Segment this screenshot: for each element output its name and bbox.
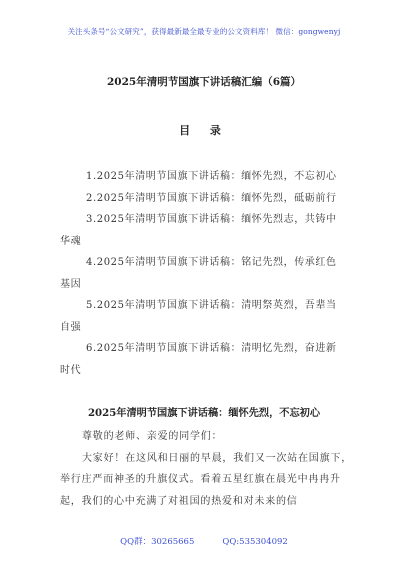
toc-item-continuation: 自强: [60, 321, 82, 333]
toc-item[interactable]: [60, 338, 350, 381]
toc-item-text: 4.2025年清明节国旗下讲话稿：铭记先烈，传承红色: [86, 257, 337, 268]
document-title: 2025年清明节国旗下讲话稿汇编（6篇）: [106, 76, 302, 88]
footer-qq-group: QQ群：30265665: [120, 537, 195, 547]
footer: [0, 535, 408, 547]
toc-item-text: 3.2025年清明节国旗下讲话稿：缅怀先烈志，共铸中: [86, 214, 337, 225]
toc-item[interactable]: [60, 295, 350, 338]
toc-item[interactable]: [86, 166, 350, 188]
toc-item[interactable]: [86, 188, 350, 210]
toc-item-text: 2.2025年清明节国旗下讲话稿：缅怀先烈，砥砺前行: [86, 192, 337, 204]
toc-item-continuation: 时代: [60, 364, 82, 376]
body-text: [60, 426, 352, 512]
header-banner: 关注头条号“公文研究”，获得最新最全最专业的公文资料库！ 微信：gongwenyj: [67, 27, 341, 36]
toc-item[interactable]: [60, 209, 350, 252]
toc-item-text: 6.2025年清明节国旗下讲话稿：清明忆先烈，奋进新: [86, 343, 337, 354]
toc-item-text: 1.2025年清明节国旗下讲话稿：缅怀先烈，不忘初心: [86, 171, 337, 182]
salutation: 尊敬的老师、亲爱的同学们：: [82, 431, 223, 442]
footer-qq-contact: QQ:535304092: [222, 537, 288, 547]
toc-item-continuation: 基因: [60, 278, 82, 290]
toc-item[interactable]: [60, 252, 350, 295]
table-of-contents: [60, 166, 350, 381]
body-paragraph: 大家好！在这风和日丽的早晨，我们又一次站在国旗下，举行庄严而神圣的升旗仪式。看着五星红旗在晨光中冉冉升起，我们的心中充满了对祖国的热爱和对未来的信: [60, 452, 352, 507]
section-title: 2025年清明节国旗下讲话稿：缅怀先烈，不忘初心: [87, 407, 321, 419]
toc-item-continuation: 华魂: [60, 235, 82, 247]
toc-item-text: 5.2025年清明节国旗下讲话稿：清明祭英烈，吾辈当: [86, 300, 337, 311]
toc-heading: 目 录: [179, 124, 229, 137]
